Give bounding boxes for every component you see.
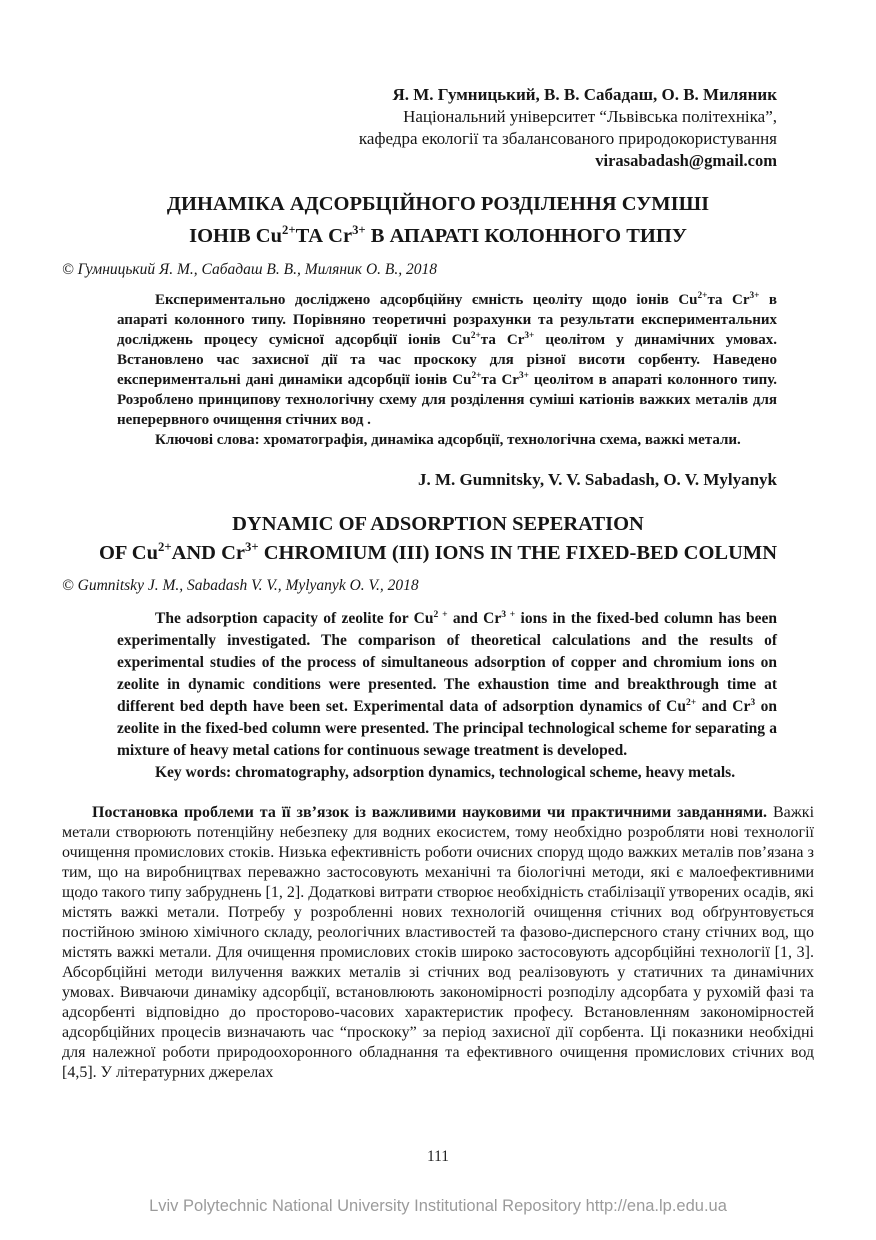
body-paragraph: Постановка проблеми та її зв’язок із важливими науковими чи практичними завданнями. Важкі метали створюють потенційну небезпеку для водних екосистем, тому необхідно розробляти нові технології очищення промислових стоків. Низька ефективність роботи очисних споруд щодо важких металів пов’язана з тим, що на виробництвах переважно застосовують механічні та біологічні методи, які є малоефективними щодо такого типу забруднень [1, 2]. Додаткові витрати створює необхідність стабілізації утворених осадів, які містять важкі метали. Потребу у розробленні нових технологій очищення стічних вод обґрунтовується постійною зміною хімічного складу, реологічних властивостей та фазово-дисперсного стану стічних вод, що містять важкі метали. Для очищення промислових стоків широко застосовують адсорбційні технології [1, 3]. Абсорбційні методи вилучення важких металів зі стічних вод реалізовують у статичних та динамічних умовах. Вивчаючи динаміку адсорбції, встановлюють закономірності розподілу адсорбата у рухомій фазі та адсорбенті відповідно до просторово-часових характеристик професу. Встановленням закономірностей адсорбційних процесів визначають час “проскоку” за період захисної дії сорбента. Ці показники необхідні для належної роботи природоохоронного обладнання та ефективного очищення промислових стічних вод [4,5]. У літературних джерелах <box>62 804 815 1081</box>
repository-footer: Lviv Polytechnic National University Institutional Repository http://ena.lp.edu.ua <box>149 1197 727 1215</box>
authors-ukrainian: Я. М. Гумницький, В. В. Сабадаш, О. В. Миляник <box>392 85 777 104</box>
abstract-english <box>117 608 777 784</box>
title-english-line-1: DYNAMIC OF ADSORPTION SEPERATION <box>232 513 644 535</box>
header-block <box>62 84 777 172</box>
abstract-ukrainian-text: Експериментально досліджено адсорбційну ємність цеоліту щодо іонів $Cu^{2+}та$ $Cr^{3+}$ в апараті колонного типу. Порівняно теоретичні розрахунки та результати експериментальних досліджень процесу сумісної адсорбції іонів $Cu^{2+}та$ $Cr^{3+}$ цеолітом у динамічних умовах. Встановлено час захисної дії та час проскоку для різної висоти сорбенту. Наведено експериментальні дані динаміки адсорбції іонів $Cu^{2+}та$ $Cr^{3+}$ цеолітом в апараті колонного типу. Розроблено принципову технологічну схему для розділення суміші катіонів важких металів для неперервного очищення стічних вод . <box>117 291 778 428</box>
abstract-ukrainian <box>117 290 777 450</box>
authors-english: J. M. Gumnitsky, V. V. Sabadash, O. V. Mylyanyk <box>417 470 777 489</box>
copyright-ukrainian: © Гумницький Я. М., Сабадаш В. В., Миляник О. В., 2018 <box>62 261 437 278</box>
article-body <box>62 803 814 1083</box>
page-number: 111 <box>426 1148 450 1165</box>
title-english <box>72 510 804 568</box>
affiliation-line-1: Національний університет “Львівська політехніка”, <box>403 107 777 126</box>
title-ukrainian <box>72 188 804 252</box>
title-ukrainian-line-2: ІОНІВ $Cu^{2+}ТА$ $Cr^{3+}$ В АПАРАТІ КОЛОННОГО ТИПУ <box>189 223 687 247</box>
abstract-english-text: The adsorption capacity of zeolite for $Cu^{2 +}$ and $Cr^{3 +}$ ions in the fixed-bed column has been experimentally investigated. The comparison of theoretical calculations and the results of experimental studies of the process of simultaneous adsorption of copper and chromium ions on zeolite in dynamic conditions were presented. The exhaustion time and breakthrough time at different bed depth have been set. Experimental data of adsorption dynamics of $Cu^{2+}$ and Cr$^3$ on zeolite in the fixed-bed column were presented. The principal technological scheme for separating a mixture of heavy metal cations for continuous sewage treatment is developed. <box>117 608 778 759</box>
copyright-english: © Gumnitsky J. M., Sabadash V. V., Mylyanyk O. V., 2018 <box>62 577 419 594</box>
affiliation-line-2: кафедра екології та збалансованого природокористування <box>358 129 777 148</box>
keywords-english: Key words: chromatography, adsorption dynamics, technological scheme, heavy metals. <box>155 764 736 781</box>
keywords-ukrainian: Ключові слова: хроматографія, динаміка адсорбції, технологічна схема, важкі метали. <box>155 432 741 448</box>
author-email: virasabadash@gmail.com <box>595 151 777 170</box>
title-ukrainian-line-1: ДИНАМІКА АДСОРБЦІЙНОГО РОЗДІЛЕННЯ СУМІШІ <box>166 193 710 215</box>
title-english-line-2: OF $Cu^{2+}AND$ $Cr^{3+}$ CHROMIUM (III) IONS IN THE FIXED-BED COLUMN <box>98 540 778 564</box>
